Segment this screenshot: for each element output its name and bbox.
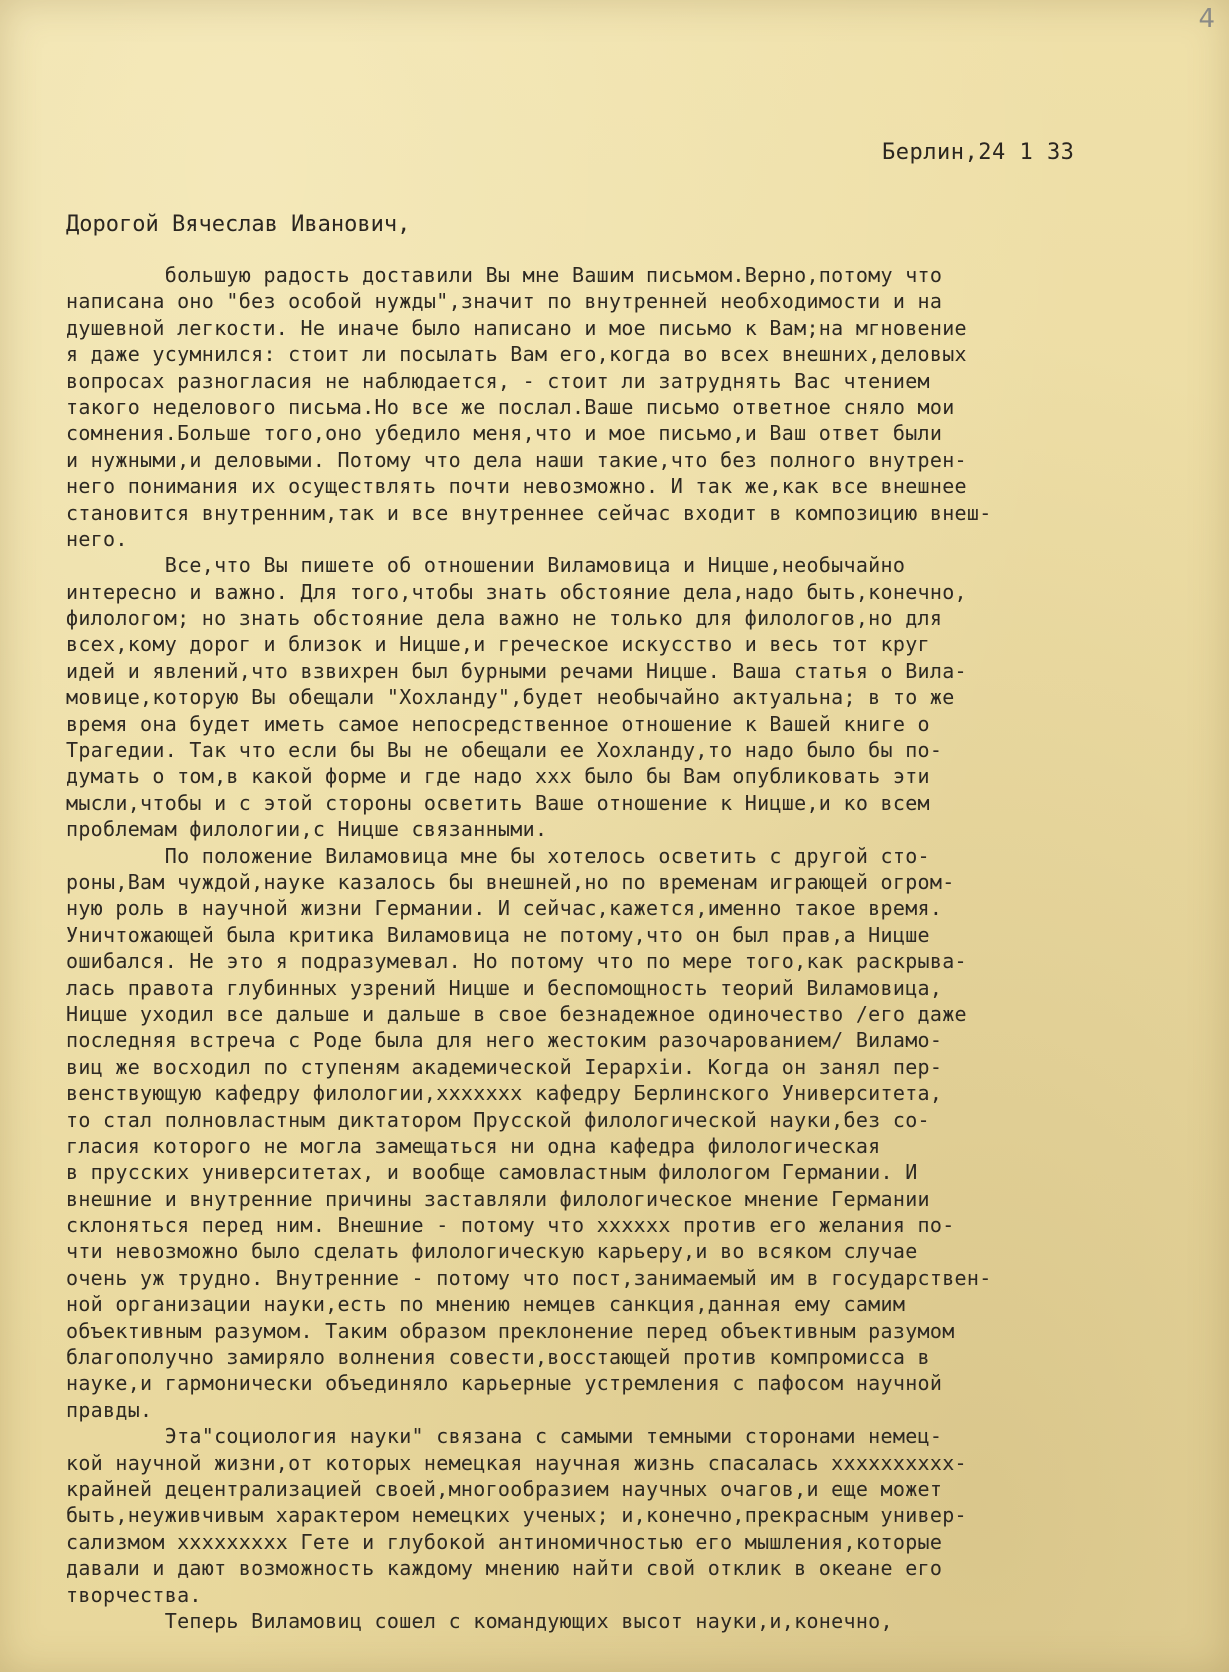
text-line: идей и явлений,что взвихрен был бурными речами Ницше. Ваша статья о Вила-	[66, 658, 967, 683]
text-line: Все,что Вы пишете об отношении Виламовица и Ницше,необычайно	[66, 553, 906, 578]
text-line: объективным разумом. Таким образом преклонение перед объективным разумом	[66, 1318, 955, 1343]
text-line: лась правота глубинных узрений Ницше и беспомощность теорий Виламовица,	[66, 975, 943, 1000]
text-line: в прусских университетах, и вообще самовластным филологом Германии. И	[66, 1160, 918, 1185]
text-line: интересно и важно. Для того,чтобы знать обстояние дела,надо быть,конечно,	[66, 579, 967, 604]
text-line: Ницше уходил все дальше и дальше в свое безнадежное одиночество /его даже	[66, 1001, 967, 1026]
text-line: написана оно "без особой нужды",значит по внутренней необходимости и на	[66, 289, 943, 314]
letter-body	[66, 262, 1166, 1634]
text-line: всех,кому дорог и близок и Ницше,и греческое искусство и весь тот круг	[66, 632, 930, 657]
text-line: правды.	[66, 1397, 153, 1422]
text-line: крайней децентрализацией своей,многообразием научных очагов,и еще может	[66, 1476, 943, 1501]
text-line: внешние и внутренние причины заставляли филологическое мнение Германии	[66, 1186, 930, 1211]
text-line: ную роль в научной жизни Германии. И сейчас,кажется,именно такое время.	[66, 896, 943, 921]
text-line: очень уж трудно. Внутренние - потому что пост,занимаемый им в государствен-	[66, 1265, 992, 1290]
text-line: быть,неуживчивым характером немецких ученых; и,конечно,прекрасным универ-	[66, 1503, 967, 1528]
text-line: думать о том,в какой форме и где надо xxx было бы Вам опубликовать эти	[66, 764, 930, 789]
text-line: него.	[66, 526, 128, 551]
text-line: венствующую кафедру филологии,xxxxxxx кафедру Берлинского Университета,	[66, 1081, 943, 1106]
text-line: кой научной жизни,от которых немецкая научная жизнь спасалась xxxxxxxxxx-	[66, 1450, 967, 1475]
text-line: Эта"социология науки" связана с самыми темными сторонами немец-	[66, 1424, 943, 1449]
text-line: мовице,которую Вы обещали "Хохланду",будет необычайно актуальна; в то же	[66, 685, 955, 710]
text-line: ной организации науки,есть по мнению немцев санкция,данная ему самим	[66, 1292, 906, 1317]
text-line: Трагедии. Так что если бы Вы не обещали ее Хохланду,то надо было бы по-	[66, 738, 943, 763]
text-line: благополучно замиряло волнения совести,восстающей против компромисса в	[66, 1345, 930, 1370]
text-line: науке,и гармонически объединяло карьерные устремления с пафосом научной	[66, 1371, 943, 1396]
text-line: проблемам филологии,с Ницше связанными.	[66, 817, 548, 842]
text-line: становится внутренним,так и все внутреннее сейчас входит в композицию внеш-	[66, 500, 992, 525]
text-line: и нужными,и деловыми. Потому что дела наши такие,что без полного внутрен-	[66, 447, 967, 472]
text-line: вопросах разногласия не наблюдается, - стоит ли затруднять Вас чтением	[66, 368, 930, 393]
text-line: ошибался. Не это я подразумевал. Но потому что по мере того,как раскрыва-	[66, 949, 967, 974]
salutation: Дорогой Вячеслав Иванович,	[66, 212, 411, 237]
text-line: большую радость доставили Вы мне Вашим письмом.Верно,потому что	[66, 263, 943, 287]
text-line: роны,Вам чуждой,науке казалось бы внешней,но по временам играющей огром-	[66, 869, 955, 894]
text-line: Теперь Виламовиц сошел с командующих высот науки,и,конечно,	[66, 1608, 893, 1633]
text-line: давали и дают возможность каждому мнению найти свой отклик в океане его	[66, 1556, 943, 1581]
text-line: виц же восходил по ступеням академической Iерархiи. Когда он занял пер-	[66, 1054, 943, 1079]
text-line: то стал полновластным диктатором Прусской филологической науки,без со-	[66, 1107, 930, 1132]
page-number: 4	[1198, 4, 1215, 34]
text-line: филологом; но знать обстояние дела важно не только для филологов,но для	[66, 606, 943, 631]
text-line: творчества.	[66, 1582, 202, 1607]
text-line: гласия которого не могла замещаться ни одна кафедра филологическая	[66, 1133, 881, 1158]
text-line: сализмом xxxxxxxxx Гете и глубокой антиномичностью его мышления,которые	[66, 1529, 943, 1554]
text-line: душевной легкости. Не иначе было написано и мое письмо к Вам;на мгновение	[66, 315, 967, 340]
text-line: последняя встреча с Роде была для него жестоким разочарованием/ Виламо-	[66, 1028, 943, 1053]
text-line: я даже усумнился: стоит ли посылать Вам его,когда во всех внешних,деловых	[66, 342, 967, 367]
text-line: Уничтожающей была критика Виламовица не потому,что он был прав,а Ницше	[66, 922, 930, 947]
text-line: время она будет иметь самое непосредственное отношение к Вашей книге о	[66, 711, 930, 736]
text-line: сомнения.Больше того,оно убедило меня,что и мое письмо,и Ваш ответ были	[66, 421, 943, 446]
dateline: Берлин,24 1 33	[882, 140, 1075, 165]
text-line: По положение Виламовица мне бы хотелось осветить с другой сто-	[66, 843, 930, 868]
text-line: него понимания их осуществлять почти невозможно. И так же,как все внешнее	[66, 474, 967, 499]
text-line: такого неделового письма.Но все же послал.Ваше письмо ответное сняло мои	[66, 394, 955, 419]
text-line: чти невозможно было сделать филологическую карьеру,и во всяком случае	[66, 1239, 918, 1264]
text-line: склоняться перед ним. Внешние - потому что xxxxxx против его желания по-	[66, 1213, 955, 1238]
text-line: мысли,чтобы и с этой стороны осветить Ваше отношение к Ницше,и ко всем	[66, 790, 930, 815]
